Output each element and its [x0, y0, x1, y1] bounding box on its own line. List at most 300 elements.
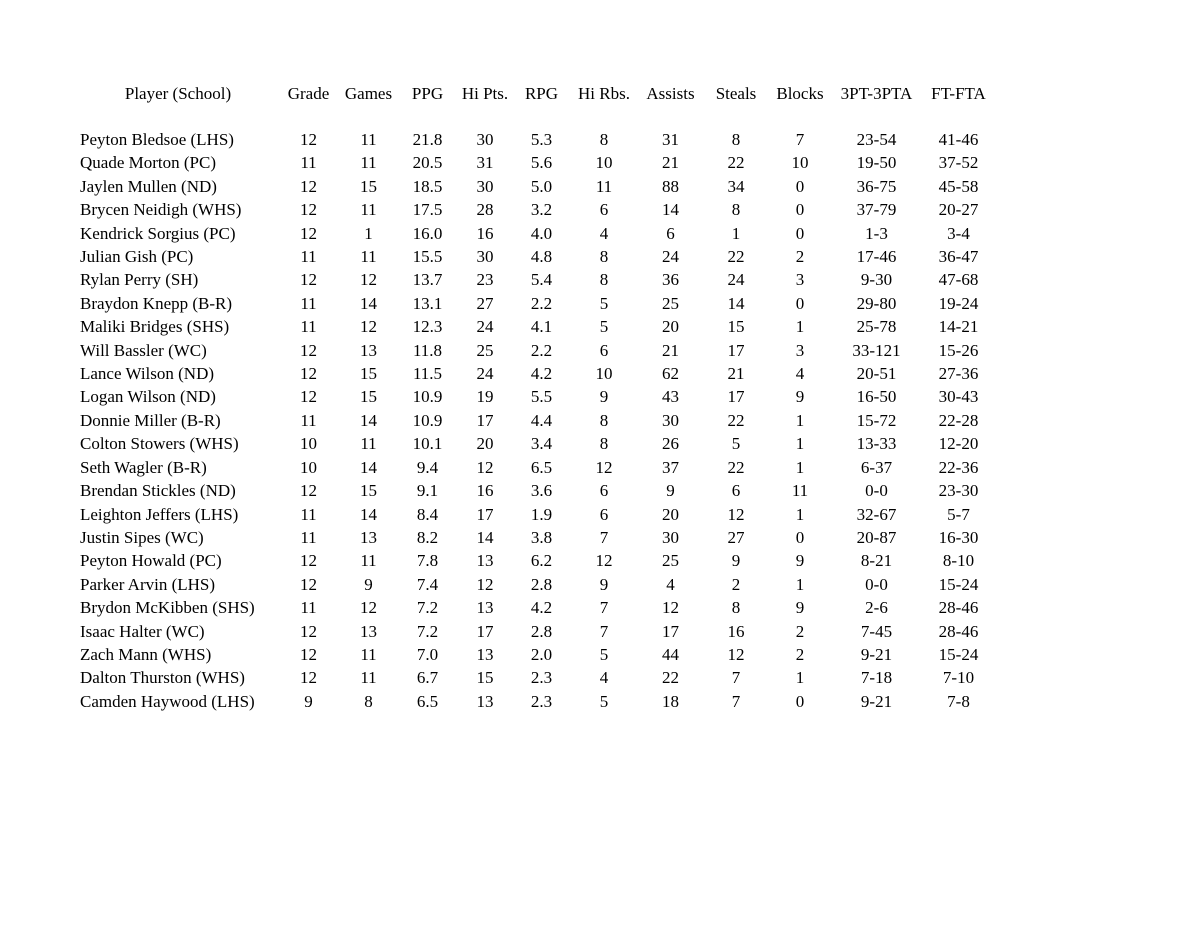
cell-ft-fta: 7-10: [942, 668, 975, 688]
cell-hi-rbs: 12: [595, 551, 613, 571]
cell-games: 11: [360, 434, 377, 454]
cell-assists: 18: [662, 691, 679, 711]
cell-rpg: 2.3: [530, 668, 553, 688]
cell-ppg: 20.5: [412, 153, 443, 173]
cell-3pt-3pta: 9-21: [860, 644, 893, 664]
cell-grade: 12: [300, 200, 317, 220]
cell-blocks: 3: [795, 270, 805, 290]
cell-3pt-3pta: 8-21: [860, 551, 893, 571]
cell-steals: 7: [731, 668, 741, 688]
cell-rpg: 4.8: [530, 247, 553, 267]
cell-ppg: 7.8: [416, 551, 439, 571]
cell-player: Maliki Bridges (SHS): [80, 317, 230, 337]
cell-3pt-3pta: 37-79: [856, 200, 897, 220]
table-row: [78, 479, 995, 502]
cell-rpg: 5.0: [530, 176, 553, 196]
cell-hi-rbs: 8: [599, 130, 609, 149]
column-header-steals: Steals: [715, 84, 757, 103]
cell-ft-fta: 30-43: [938, 387, 979, 407]
cell-games: 8: [364, 691, 373, 711]
cell-ppg: 7.4: [416, 574, 439, 594]
cell-3pt-3pta: 15-72: [856, 410, 897, 430]
cell-blocks: 7: [795, 130, 805, 149]
cell-hi-pts: 17: [476, 504, 494, 524]
cell-games: 13: [360, 621, 377, 641]
cell-hi-pts: 24: [476, 317, 494, 337]
cell-ppg: 9.1: [416, 481, 439, 501]
cell-ft-fta: 8-10: [942, 551, 975, 571]
cell-player: Justin Sipes (WC): [80, 527, 204, 547]
cell-hi-rbs: 8: [599, 270, 609, 290]
cell-hi-rbs: 12: [595, 457, 613, 477]
cell-grade: 11: [300, 247, 317, 267]
cell-hi-pts: 17: [476, 621, 494, 641]
cell-hi-pts: 13: [476, 598, 494, 618]
cell-steals: 5: [731, 434, 741, 454]
cell-hi-rbs: 9: [599, 574, 609, 594]
cell-player: Quade Morton (PC): [80, 153, 216, 173]
cell-steals: 2: [731, 574, 741, 594]
cell-hi-rbs: 4: [599, 668, 609, 688]
cell-steals: 16: [727, 621, 745, 641]
cell-ppg: 8.2: [416, 527, 439, 547]
column-header-hi-pts: Hi Pts.: [461, 84, 509, 103]
cell-games: 12: [360, 598, 377, 618]
table-header: [78, 81, 995, 107]
cell-assists: 22: [662, 668, 679, 688]
cell-3pt-3pta: 25-78: [856, 317, 897, 337]
cell-ft-fta: 22-36: [938, 457, 979, 477]
cell-blocks: 9: [795, 387, 805, 407]
cell-steals: 12: [727, 644, 745, 664]
cell-ppg: 15.5: [412, 247, 443, 267]
cell-grade: 9: [304, 691, 313, 711]
cell-rpg: 2.2: [530, 293, 553, 313]
cell-player: Brycen Neidigh (WHS): [80, 200, 242, 220]
cell-grade: 12: [300, 364, 317, 384]
cell-games: 11: [360, 668, 377, 688]
cell-games: 11: [360, 153, 377, 173]
cell-ft-fta: 28-46: [938, 621, 979, 641]
table-row: [78, 573, 995, 596]
cell-ft-fta: 15-24: [938, 574, 979, 594]
cell-3pt-3pta: 9-30: [860, 270, 893, 290]
cell-hi-pts: 30: [476, 176, 494, 196]
table-row: [78, 245, 995, 268]
table-row: [78, 643, 995, 666]
cell-hi-pts: 31: [476, 153, 494, 173]
cell-ppg: 6.7: [416, 668, 439, 688]
cell-blocks: 1: [795, 668, 805, 688]
cell-blocks: 1: [795, 317, 805, 337]
cell-games: 12: [360, 317, 377, 337]
column-header-assists: Assists: [646, 84, 695, 103]
cell-ppg: 10.9: [412, 410, 443, 430]
cell-ft-fta: 37-52: [938, 153, 979, 173]
cell-blocks: 9: [795, 598, 805, 618]
table-row: [78, 151, 995, 174]
cell-blocks: 0: [795, 691, 805, 711]
cell-assists: 20: [662, 317, 679, 337]
cell-hi-rbs: 8: [599, 410, 609, 430]
cell-blocks: 11: [791, 481, 809, 501]
column-header-ft-fta: FT-FTA: [931, 84, 986, 103]
table-row: [78, 315, 995, 338]
cell-ppg: 12.3: [412, 317, 443, 337]
column-header-player: Player (School): [124, 84, 232, 103]
cell-grade: 11: [300, 153, 317, 173]
cell-3pt-3pta: 36-75: [856, 176, 897, 196]
cell-assists: 6: [666, 223, 675, 243]
cell-hi-rbs: 5: [599, 293, 609, 313]
cell-games: 15: [360, 364, 377, 384]
cell-player: Kendrick Sorgius (PC): [80, 223, 236, 243]
cell-rpg: 3.8: [530, 527, 553, 547]
cell-steals: 22: [727, 457, 745, 477]
cell-ppg: 11.5: [412, 364, 443, 384]
cell-hi-pts: 12: [476, 574, 494, 594]
cell-ppg: 11.8: [412, 340, 443, 360]
cell-assists: 20: [662, 504, 679, 524]
cell-ft-fta: 36-47: [938, 247, 979, 267]
cell-blocks: 0: [795, 293, 805, 313]
cell-ppg: 21.8: [412, 130, 443, 149]
cell-ft-fta: 41-46: [938, 130, 979, 149]
cell-ft-fta: 12-20: [938, 434, 979, 454]
cell-player: Donnie Miller (B-R): [80, 410, 221, 430]
cell-ppg: 7.0: [416, 644, 439, 664]
cell-steals: 22: [727, 153, 745, 173]
cell-blocks: 1: [795, 574, 805, 594]
cell-steals: 8: [731, 200, 741, 220]
cell-grade: 11: [300, 598, 317, 618]
column-header-rpg: RPG: [524, 84, 559, 103]
cell-rpg: 6.5: [530, 457, 553, 477]
cell-assists: 62: [662, 364, 679, 384]
cell-hi-rbs: 6: [599, 481, 609, 501]
cell-player: Lance Wilson (ND): [80, 364, 215, 384]
cell-ppg: 10.1: [412, 434, 443, 454]
cell-3pt-3pta: 0-0: [865, 574, 888, 594]
cell-assists: 12: [662, 598, 679, 618]
cell-steals: 27: [727, 527, 745, 547]
cell-steals: 21: [727, 364, 745, 384]
cell-blocks: 0: [795, 176, 805, 196]
cell-player: Colton Stowers (WHS): [80, 434, 239, 454]
cell-ppg: 13.7: [412, 270, 443, 290]
column-header-grade: Grade: [287, 84, 330, 103]
cell-hi-rbs: 8: [599, 434, 609, 454]
cell-hi-pts: 20: [476, 434, 494, 454]
cell-assists: 26: [662, 434, 679, 454]
cell-3pt-3pta: 19-50: [856, 153, 897, 173]
cell-grade: 12: [300, 176, 317, 196]
header-row: [78, 81, 995, 107]
cell-hi-rbs: 11: [595, 176, 613, 196]
cell-grade: 11: [300, 527, 317, 547]
cell-ft-fta: 15-26: [938, 340, 979, 360]
player-stats-table: [78, 81, 995, 713]
cell-ft-fta: 7-8: [947, 691, 970, 711]
table-row: [78, 503, 995, 526]
table-row: [78, 690, 995, 713]
table-row: [78, 339, 995, 362]
cell-3pt-3pta: 7-18: [860, 668, 893, 688]
cell-blocks: 4: [795, 364, 805, 384]
cell-rpg: 2.2: [530, 340, 553, 360]
cell-hi-pts: 25: [476, 340, 494, 360]
cell-blocks: 1: [795, 504, 805, 524]
cell-steals: 1: [731, 223, 741, 243]
cell-assists: 4: [666, 574, 675, 594]
cell-ft-fta: 47-68: [938, 270, 979, 290]
cell-player: Rylan Perry (SH): [80, 270, 199, 290]
cell-3pt-3pta: 29-80: [856, 293, 897, 313]
cell-grade: 12: [300, 551, 317, 571]
cell-hi-rbs: 5: [599, 691, 609, 711]
cell-blocks: 10: [791, 153, 809, 173]
cell-blocks: 1: [795, 410, 805, 430]
cell-player: Zach Mann (WHS): [80, 644, 212, 664]
cell-grade: 10: [300, 434, 317, 454]
cell-player: Parker Arvin (LHS): [80, 574, 216, 594]
cell-hi-pts: 28: [476, 200, 494, 220]
cell-grade: 12: [300, 340, 317, 360]
cell-rpg: 5.6: [530, 153, 553, 173]
cell-games: 15: [360, 176, 377, 196]
cell-hi-rbs: 8: [599, 247, 609, 267]
column-header-3pt-3pta: 3PT-3PTA: [840, 84, 913, 103]
cell-player: Camden Haywood (LHS): [80, 691, 255, 711]
cell-hi-pts: 16: [476, 481, 494, 501]
cell-3pt-3pta: 20-87: [856, 527, 897, 547]
cell-games: 15: [360, 481, 377, 501]
table-row: [78, 222, 995, 245]
table-row: [78, 526, 995, 549]
cell-hi-pts: 27: [476, 293, 494, 313]
cell-player: Will Bassler (WC): [80, 340, 207, 360]
cell-games: 12: [360, 270, 377, 290]
cell-hi-pts: 23: [476, 270, 494, 290]
cell-ft-fta: 23-30: [938, 481, 979, 501]
cell-hi-pts: 14: [476, 527, 494, 547]
cell-ft-fta: 22-28: [938, 410, 979, 430]
cell-hi-rbs: 9: [599, 387, 609, 407]
cell-ft-fta: 27-36: [938, 364, 979, 384]
cell-steals: 8: [731, 130, 741, 149]
column-header-hi-rbs: Hi Rbs.: [578, 84, 630, 103]
cell-rpg: 2.8: [530, 574, 553, 594]
cell-3pt-3pta: 20-51: [856, 364, 897, 384]
cell-player: Leighton Jeffers (LHS): [80, 504, 239, 524]
cell-hi-pts: 12: [476, 457, 494, 477]
cell-steals: 22: [727, 410, 745, 430]
cell-hi-pts: 13: [476, 644, 494, 664]
cell-games: 15: [360, 387, 377, 407]
cell-rpg: 3.2: [530, 200, 553, 220]
cell-hi-rbs: 10: [595, 364, 613, 384]
cell-3pt-3pta: 1-3: [865, 223, 888, 243]
table-row: [78, 128, 995, 151]
cell-assists: 44: [662, 644, 679, 664]
cell-3pt-3pta: 16-50: [856, 387, 897, 407]
cell-ft-fta: 3-4: [947, 223, 970, 243]
cell-steals: 12: [727, 504, 745, 524]
cell-ppg: 17.5: [412, 200, 443, 220]
cell-hi-pts: 16: [476, 223, 494, 243]
cell-ft-fta: 5-7: [947, 504, 970, 524]
cell-hi-pts: 13: [476, 691, 494, 711]
cell-ft-fta: 16-30: [938, 527, 979, 547]
cell-games: 11: [360, 551, 377, 571]
table-row: [78, 549, 995, 572]
cell-rpg: 4.4: [530, 410, 553, 430]
cell-assists: 30: [662, 410, 679, 430]
cell-grade: 12: [300, 481, 317, 501]
cell-player: Isaac Halter (WC): [80, 621, 205, 641]
cell-hi-rbs: 6: [599, 504, 609, 524]
cell-assists: 25: [662, 293, 679, 313]
cell-rpg: 2.3: [530, 691, 553, 711]
cell-blocks: 1: [795, 434, 805, 454]
cell-blocks: 2: [795, 247, 805, 267]
table-row: [78, 175, 995, 198]
cell-hi-rbs: 5: [599, 644, 609, 664]
cell-hi-rbs: 7: [599, 621, 609, 641]
cell-rpg: 3.4: [530, 434, 553, 454]
cell-hi-rbs: 7: [599, 598, 609, 618]
cell-assists: 37: [662, 457, 679, 477]
cell-hi-pts: 19: [476, 387, 494, 407]
cell-ppg: 16.0: [412, 223, 443, 243]
cell-ppg: 7.2: [416, 621, 439, 641]
cell-3pt-3pta: 13-33: [856, 434, 897, 454]
cell-games: 13: [360, 340, 377, 360]
cell-steals: 34: [727, 176, 745, 196]
cell-grade: 10: [300, 457, 317, 477]
cell-player: Jaylen Mullen (ND): [80, 176, 217, 196]
cell-rpg: 3.6: [530, 481, 553, 501]
cell-ft-fta: 15-24: [938, 644, 979, 664]
cell-blocks: 2: [795, 621, 805, 641]
cell-3pt-3pta: 9-21: [860, 691, 893, 711]
cell-player: Brendan Stickles (ND): [80, 481, 236, 501]
cell-hi-rbs: 6: [599, 340, 609, 360]
cell-assists: 30: [662, 527, 679, 547]
cell-assists: 21: [662, 340, 679, 360]
cell-steals: 17: [727, 340, 745, 360]
cell-steals: 8: [731, 598, 741, 618]
cell-ppg: 7.2: [416, 598, 439, 618]
cell-3pt-3pta: 0-0: [865, 481, 888, 501]
cell-grade: 12: [300, 387, 317, 407]
cell-player: Brydon McKibben (SHS): [80, 598, 255, 618]
cell-games: 14: [360, 457, 377, 477]
cell-grade: 11: [300, 293, 317, 313]
cell-hi-pts: 17: [476, 410, 494, 430]
cell-3pt-3pta: 32-67: [856, 504, 897, 524]
cell-ft-fta: 19-24: [938, 293, 979, 313]
cell-steals: 17: [727, 387, 745, 407]
cell-ft-fta: 14-21: [938, 317, 979, 337]
cell-blocks: 1: [795, 457, 805, 477]
cell-grade: 12: [300, 668, 317, 688]
cell-ppg: 9.4: [416, 457, 439, 477]
table-row: [78, 620, 995, 643]
cell-rpg: 5.3: [530, 130, 553, 149]
cell-hi-pts: 13: [476, 551, 494, 571]
cell-3pt-3pta: 2-6: [865, 598, 888, 618]
cell-ppg: 6.5: [416, 691, 439, 711]
cell-player: Julian Gish (PC): [80, 247, 194, 267]
cell-ppg: 10.9: [412, 387, 443, 407]
cell-steals: 24: [727, 270, 745, 290]
cell-ft-fta: 20-27: [938, 200, 979, 220]
cell-3pt-3pta: 23-54: [856, 130, 897, 149]
table-row: [78, 268, 995, 291]
cell-hi-pts: 15: [476, 668, 494, 688]
cell-ppg: 13.1: [412, 293, 443, 313]
cell-ft-fta: 28-46: [938, 598, 979, 618]
column-header-ppg: PPG: [411, 84, 444, 103]
table-row: [78, 596, 995, 619]
column-header-games: Games: [344, 84, 393, 103]
table-row: [78, 362, 995, 385]
cell-assists: 14: [662, 200, 679, 220]
cell-player: Seth Wagler (B-R): [80, 457, 207, 477]
cell-grade: 12: [300, 223, 317, 243]
cell-games: 14: [360, 293, 377, 313]
cell-games: 11: [360, 200, 377, 220]
cell-steals: 7: [731, 691, 741, 711]
cell-grade: 12: [300, 574, 317, 594]
cell-player: Logan Wilson (ND): [80, 387, 216, 407]
cell-steals: 15: [727, 317, 745, 337]
cell-rpg: 5.5: [530, 387, 553, 407]
header-spacer: [78, 107, 995, 128]
cell-grade: 12: [300, 130, 317, 149]
cell-games: 11: [360, 644, 377, 664]
cell-steals: 22: [727, 247, 745, 267]
cell-assists: 24: [662, 247, 679, 267]
cell-rpg: 4.2: [530, 598, 553, 618]
cell-assists: 17: [662, 621, 679, 641]
cell-rpg: 2.0: [530, 644, 553, 664]
table-row: [78, 432, 995, 455]
cell-hi-rbs: 5: [599, 317, 609, 337]
cell-rpg: 4.0: [530, 223, 553, 243]
cell-blocks: 0: [795, 223, 805, 243]
cell-games: 11: [360, 130, 377, 149]
cell-player: Braydon Knepp (B-R): [80, 293, 233, 313]
table-row: [78, 409, 995, 432]
cell-hi-pts: 30: [476, 247, 494, 267]
cell-rpg: 4.1: [530, 317, 553, 337]
column-header-blocks: Blocks: [776, 84, 824, 103]
cell-rpg: 5.4: [530, 270, 553, 290]
cell-hi-rbs: 10: [595, 153, 613, 173]
cell-rpg: 2.8: [530, 621, 553, 641]
table-row: [78, 198, 995, 221]
cell-3pt-3pta: 33-121: [852, 340, 901, 360]
cell-rpg: 1.9: [530, 504, 553, 524]
table-row: [78, 456, 995, 479]
cell-assists: 21: [662, 153, 679, 173]
cell-games: 1: [364, 223, 373, 243]
cell-assists: 36: [662, 270, 679, 290]
cell-assists: 25: [662, 551, 679, 571]
cell-blocks: 3: [795, 340, 805, 360]
